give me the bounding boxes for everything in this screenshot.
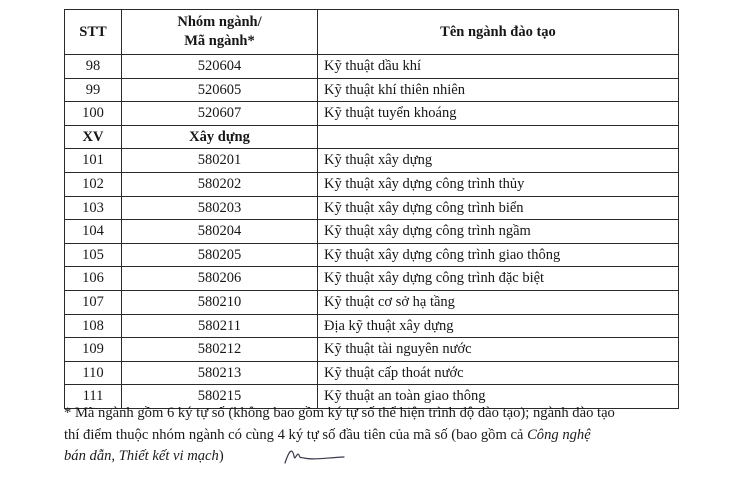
row-code: 580210 [122,290,318,314]
row-code: 580212 [122,338,318,362]
footnote-line-1: * Mã ngành gồm 6 ký tự số (không bao gồm ký tự số thể hiện trình độ đào tạo); ngành đào tạo [64,405,615,421]
row-code: 580205 [122,243,318,267]
row-stt: 107 [65,290,122,314]
row-stt: 103 [65,196,122,220]
footnote [64,403,684,468]
footnote-line-2-italic: Công nghệ [527,426,591,443]
row-name: Kỹ thuật tài nguyên nước [318,338,679,362]
row-stt: 99 [65,78,122,102]
row-name: Kỹ thuật xây dựng công trình đặc biệt [318,267,679,291]
row-stt: 108 [65,314,122,338]
row-name: Kỹ thuật xây dựng công trình giao thông [318,243,679,267]
header-code-line1: Nhóm ngành/ [177,14,262,30]
row-code: 520607 [122,102,318,126]
row-code: 580203 [122,196,318,220]
footnote-line-2 [64,425,684,447]
row-code: 520604 [122,55,318,79]
row-name: Kỹ thuật khí thiên nhiên [318,78,679,102]
row-stt: 105 [65,243,122,267]
row-stt: 110 [65,361,122,385]
row-code: 580201 [122,149,318,173]
table-row [65,267,679,291]
table-row [65,361,679,385]
row-code: 580206 [122,267,318,291]
footnote-line-3-italic: bán dẫn, Thiết kết vi mạch [64,448,219,464]
row-name: Kỹ thuật cấp thoát nước [318,361,679,385]
table-row [65,102,679,126]
row-name: Kỹ thuật xây dựng công trình ngầm [318,220,679,244]
majors-table [64,9,679,409]
footnote-line-3 [64,446,684,468]
table-row [65,172,679,196]
row-stt: XV [65,125,122,149]
table-row [65,314,679,338]
table-group-row [65,125,679,149]
row-name: Địa kỹ thuật xây dựng [318,314,679,338]
row-name: Kỹ thuật dầu khí [318,55,679,79]
table-row [65,78,679,102]
table-row [65,290,679,314]
table-header-row [65,10,679,55]
row-name: Kỹ thuật xây dựng [318,149,679,173]
table-row [65,196,679,220]
row-code: 580215 [122,385,318,409]
row-stt: 104 [65,220,122,244]
table-row [65,55,679,79]
table-row [65,243,679,267]
footnote-line-3-end: ) [218,448,224,464]
signature-icon [282,443,346,469]
row-code: 580211 [122,314,318,338]
row-code: 520605 [122,78,318,102]
row-code: 580202 [122,172,318,196]
table-body [65,55,679,409]
header-stt: STT [65,10,122,55]
row-code: 580204 [122,220,318,244]
row-name: Kỹ thuật an toàn giao thông [318,385,679,409]
row-name: Kỹ thuật xây dựng công trình thủy [318,172,679,196]
table-row [65,338,679,362]
header-code-line2: Mã ngành* [184,33,255,49]
row-group-title: Xây dựng [122,125,318,149]
row-name [318,125,679,149]
header-code [122,10,318,55]
row-name: Kỹ thuật xây dựng công trình biển [318,196,679,220]
row-stt: 100 [65,102,122,126]
row-stt: 102 [65,172,122,196]
row-name: Kỹ thuật cơ sở hạ tầng [318,290,679,314]
row-stt: 101 [65,149,122,173]
row-stt: 98 [65,55,122,79]
row-code: 580213 [122,361,318,385]
table-row [65,149,679,173]
row-stt: 109 [65,338,122,362]
header-name: Tên ngành đào tạo [318,10,679,55]
footnote-line-2-text: thí điểm thuộc nhóm ngành có cùng 4 ký tự số đầu tiên của mã số (bao gồm cả [64,426,528,443]
table-row [65,220,679,244]
row-stt: 111 [65,385,122,409]
row-name: Kỹ thuật tuyển khoáng [318,102,679,126]
row-stt: 106 [65,267,122,291]
